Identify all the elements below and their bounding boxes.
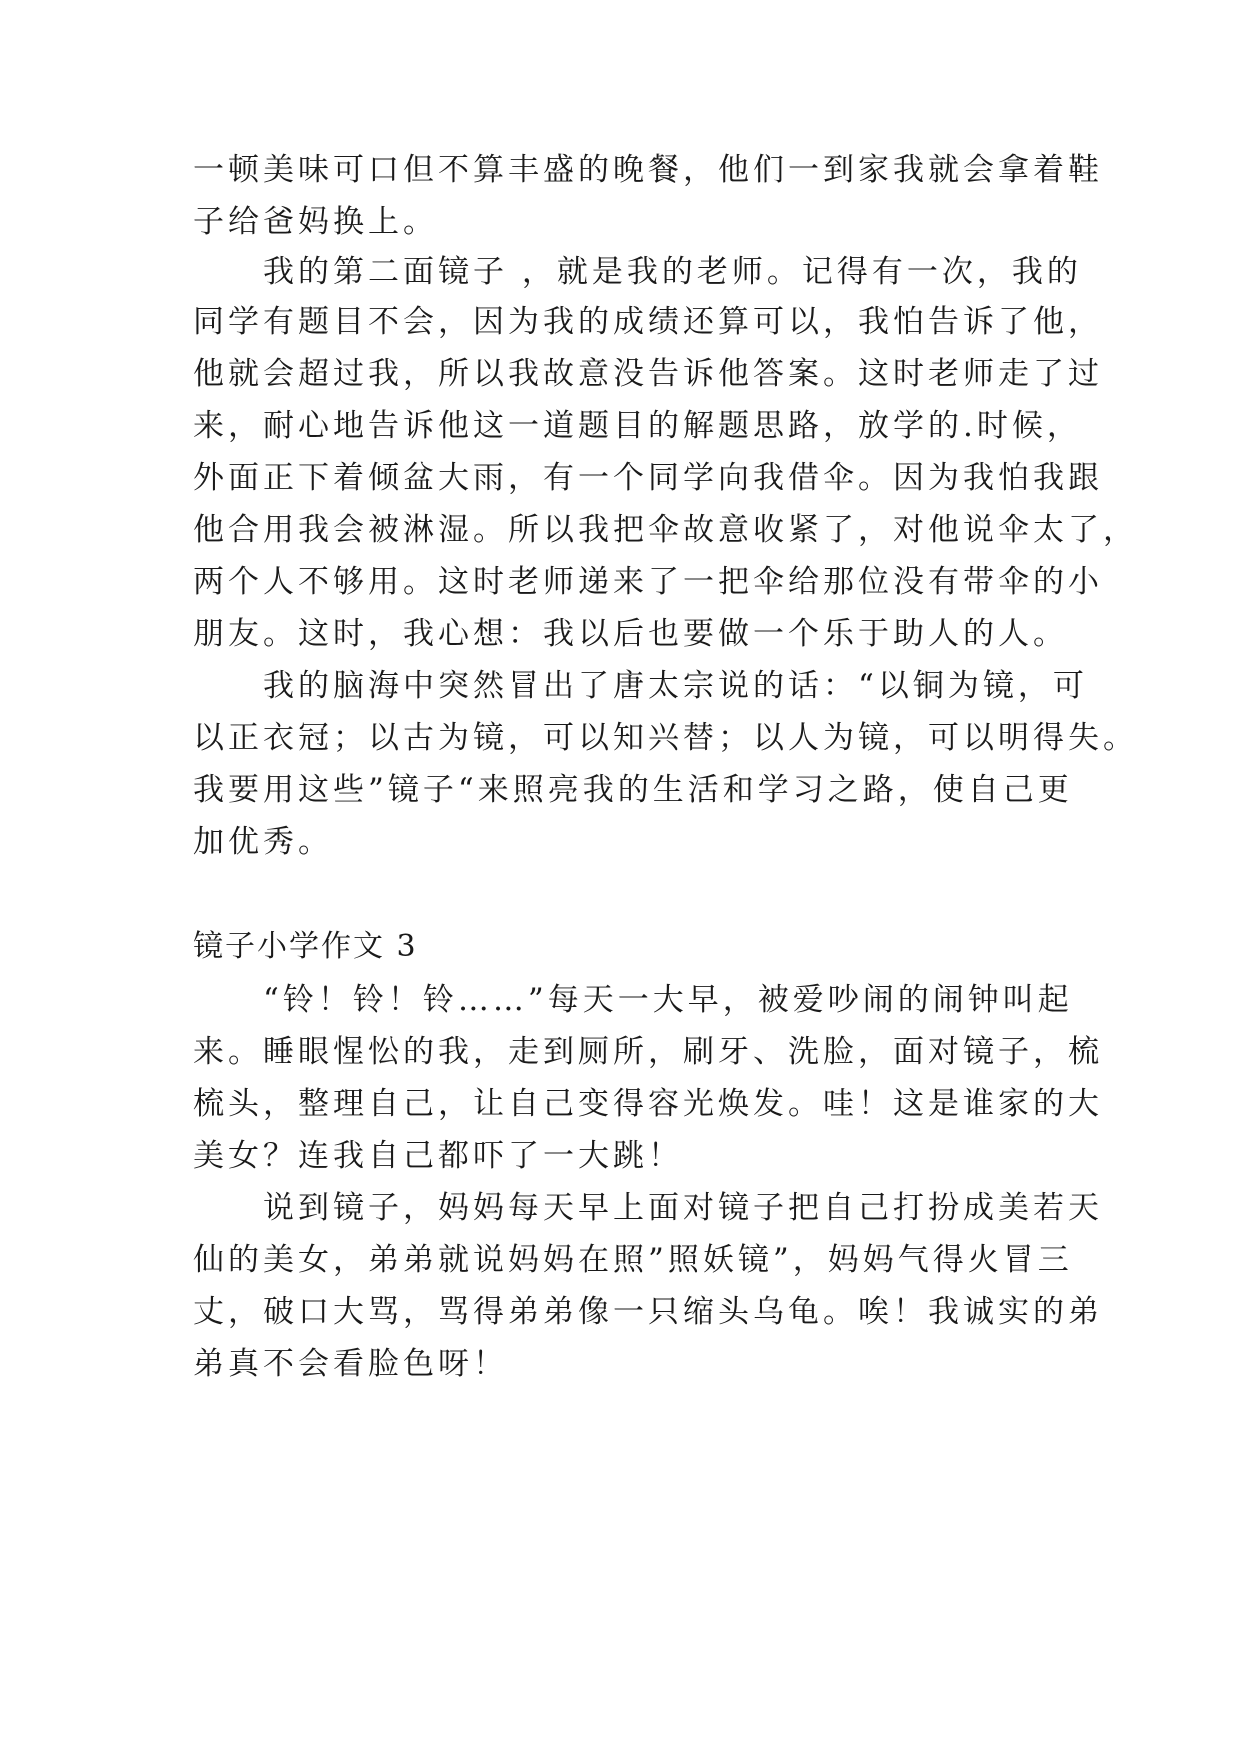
essay-2-line-12: 以正衣冠；以古为镜，可以知兴替；以人为镜，可以明得失。 bbox=[193, 720, 1138, 756]
essay-2-line-6: 来，耐心地告诉他这一道题目的解题思路，放学的.时候， bbox=[193, 408, 1082, 444]
essay-2-line-9: 两个人不够用。这时老师递来了一把伞给那位没有带伞的小 bbox=[193, 564, 1103, 600]
essay-2-line-1: 一顿美味可口但不算丰盛的晚餐，他们一到家我就会拿着鞋 bbox=[193, 152, 1103, 188]
essay-2-line-11: 我的脑海中突然冒出了唐太宗说的话：“以铜为镜，可 bbox=[193, 668, 1088, 704]
essay-3-line-1: “铃！铃！铃……”每天一大早，被爱吵闹的闹钟叫起 bbox=[193, 982, 1073, 1018]
essay-3-line-6: 仙的美女，弟弟就说妈妈在照”照妖镜”，妈妈气得火冒三 bbox=[193, 1242, 1073, 1278]
essay-2-line-8: 他合用我会被淋湿。所以我把伞故意收紧了，对他说伞太了， bbox=[193, 512, 1138, 548]
essay-3-line-5: 说到镜子，妈妈每天早上面对镜子把自己打扮成美若天 bbox=[193, 1190, 1103, 1226]
essay-3-line-3: 梳头，整理自己，让自己变得容光焕发。哇！这是谁家的大 bbox=[193, 1086, 1103, 1122]
essay-2-line-2: 子给爸妈换上。 bbox=[193, 204, 438, 240]
essay-2-line-3: 我的第二面镜子 ，就是我的老师。记得有一次，我的 bbox=[193, 254, 1082, 290]
essay-3-line-8: 弟真不会看脸色呀！ bbox=[193, 1346, 508, 1382]
essay-2-line-10: 朋友。这时，我心想：我以后也要做一个乐于助人的人。 bbox=[193, 616, 1068, 652]
essay-3-line-4: 美女？连我自己都吓了一大跳！ bbox=[193, 1138, 683, 1174]
essay-2-line-4: 同学有题目不会，因为我的成绩还算可以，我怕告诉了他， bbox=[193, 304, 1103, 340]
essay-3-line-2: 来。睡眼惺忪的我，走到厕所，刷牙、洗脸，面对镜子，梳 bbox=[193, 1034, 1103, 1070]
essay-2-line-5: 他就会超过我，所以我故意没告诉他答案。这时老师走了过 bbox=[193, 356, 1103, 392]
essay-2-line-14: 加优秀。 bbox=[193, 824, 333, 860]
essay-3-title: 镜子小学作文 3 bbox=[193, 929, 418, 964]
essay-2-line-7: 外面正下着倾盆大雨，有一个同学向我借伞。因为我怕我跟 bbox=[193, 460, 1103, 496]
essay-2-line-13: 我要用这些”镜子“来照亮我的生活和学习之路，使自己更 bbox=[193, 772, 1073, 808]
essay-3-line-7: 丈，破口大骂，骂得弟弟像一只缩头乌龟。唉！我诚实的弟 bbox=[193, 1294, 1103, 1330]
